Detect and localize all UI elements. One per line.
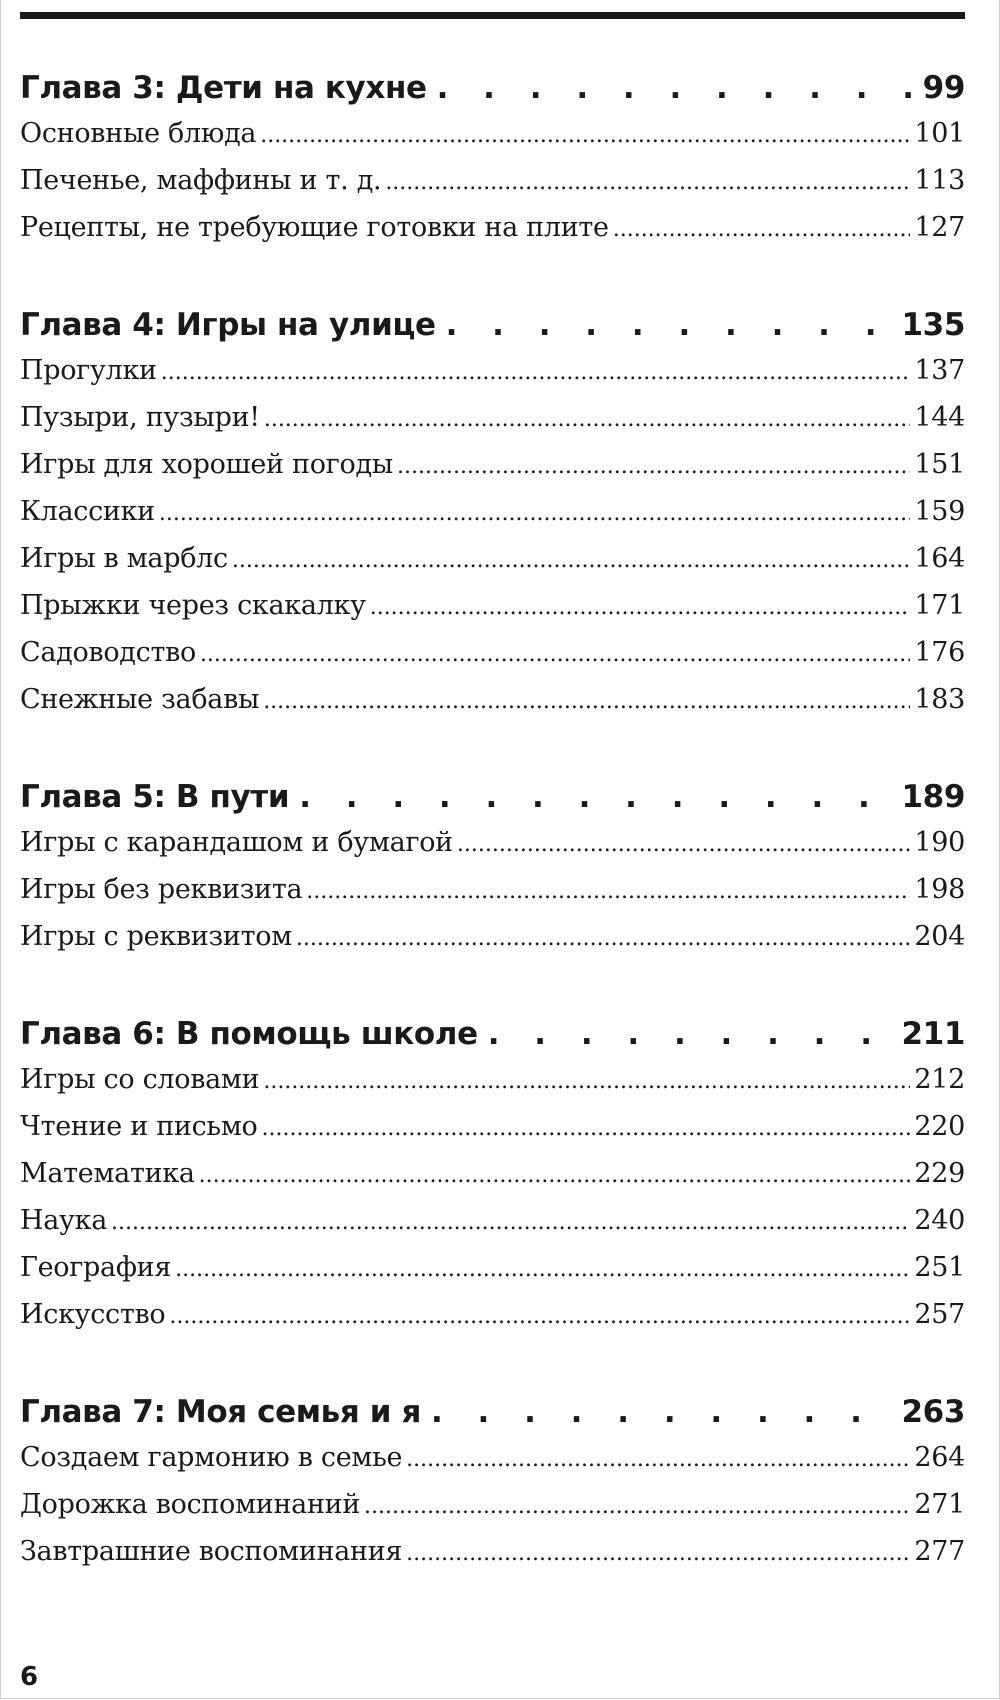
entry-title: Игры для хорошей погоды [20, 449, 393, 480]
toc-entry[interactable] [20, 1158, 965, 1205]
entry-page-number: 127 [914, 212, 965, 243]
dot-leader [262, 1116, 911, 1141]
entry-page-number: 198 [914, 874, 965, 905]
chapter-heading[interactable] [20, 1016, 965, 1064]
entry-title: Математика [20, 1158, 195, 1189]
dot-leader [437, 70, 911, 106]
chapter-section [20, 779, 965, 968]
entry-title: Создаем гармонию в семье [20, 1442, 403, 1473]
dot-leader [159, 501, 911, 526]
entry-title: Игры без реквизита [20, 874, 303, 905]
entry-title: Прыжки через скакалку [20, 590, 366, 621]
chapter-heading[interactable] [20, 307, 965, 355]
chapter-title: Глава 7: Моя семья и я [20, 1394, 421, 1430]
entry-page-number: 183 [914, 684, 965, 715]
top-rule [20, 12, 965, 19]
dot-leader [200, 642, 910, 667]
toc-entry[interactable] [20, 1536, 965, 1583]
entry-page-number: 240 [914, 1205, 965, 1236]
toc-entry[interactable] [20, 827, 965, 874]
chapter-section [20, 1016, 965, 1346]
chapter-heading[interactable] [20, 1394, 965, 1442]
dot-leader [264, 407, 911, 432]
toc-entry[interactable] [20, 921, 965, 968]
dot-leader [306, 879, 910, 904]
entry-title: Чтение и письмо [20, 1111, 258, 1142]
entry-page-number: 220 [914, 1111, 965, 1142]
chapter-title: Глава 5: В пути [20, 779, 290, 815]
toc-entry[interactable] [20, 1111, 965, 1158]
toc-entry[interactable] [20, 118, 965, 165]
toc-entry[interactable] [20, 402, 965, 449]
dot-leader [263, 689, 910, 714]
toc-entry[interactable] [20, 1299, 965, 1346]
chapter-title: Глава 3: Дети на кухне [20, 70, 427, 106]
dot-leader [370, 595, 911, 620]
toc-entry[interactable] [20, 165, 965, 212]
entry-title: География [20, 1252, 172, 1283]
dot-leader [299, 779, 889, 815]
dot-leader [457, 832, 910, 857]
entry-page-number: 277 [914, 1536, 965, 1567]
toc-entry[interactable] [20, 212, 965, 259]
entry-page-number: 251 [914, 1252, 965, 1283]
entry-page-number: 190 [914, 827, 965, 858]
entry-title: Печенье, маффины и т. д. [20, 165, 382, 196]
dot-leader [406, 1447, 910, 1472]
entry-title: Искусство [20, 1299, 166, 1330]
toc-entry[interactable] [20, 355, 965, 402]
dot-leader [260, 123, 910, 148]
dot-leader [263, 1069, 910, 1094]
entry-page-number: 264 [914, 1442, 965, 1473]
toc-entry[interactable] [20, 449, 965, 496]
entry-page-number: 204 [914, 921, 965, 952]
entry-title: Игры со словами [20, 1064, 260, 1095]
dot-leader [385, 170, 910, 195]
page-number: 6 [20, 1662, 39, 1692]
dot-leader [296, 926, 910, 951]
toc-entry[interactable] [20, 637, 965, 684]
entry-page-number: 144 [914, 402, 965, 433]
dot-leader [488, 1016, 890, 1052]
dot-leader [446, 307, 890, 343]
entry-page-number: 159 [914, 496, 965, 527]
toc-entry[interactable] [20, 1442, 965, 1489]
chapter-page-number: 211 [901, 1016, 965, 1052]
entry-page-number: 113 [914, 165, 965, 196]
chapter-title: Глава 4: Игры на улице [20, 307, 436, 343]
entry-page-number: 257 [914, 1299, 965, 1330]
chapter-heading[interactable] [20, 779, 965, 827]
toc-entry[interactable] [20, 590, 965, 637]
dot-leader [111, 1210, 910, 1235]
chapter-section [20, 70, 965, 259]
entry-title: Прогулки [20, 355, 157, 386]
chapter-section [20, 307, 965, 731]
toc-entry[interactable] [20, 496, 965, 543]
entry-title: Пузыри, пузыри! [20, 402, 260, 433]
toc-entry[interactable] [20, 874, 965, 921]
toc-entry[interactable] [20, 684, 965, 731]
entry-title: Дорожка воспоминаний [20, 1489, 361, 1520]
entry-title: Рецепты, не требующие готовки на плите [20, 212, 609, 243]
dot-leader [232, 548, 911, 573]
entry-title: Садоводство [20, 637, 196, 668]
entry-title: Завтрашние воспоминания [20, 1536, 403, 1567]
toc-entry[interactable] [20, 543, 965, 590]
chapter-heading[interactable] [20, 70, 965, 118]
dot-leader [199, 1163, 911, 1188]
entry-title: Классики [20, 496, 155, 527]
entry-page-number: 101 [914, 118, 965, 149]
chapter-title: Глава 6: В помощь школе [20, 1016, 478, 1052]
entry-title: Игры в марблс [20, 543, 228, 574]
entry-page-number: 137 [914, 355, 965, 386]
dot-leader [406, 1541, 910, 1566]
chapter-section [20, 1394, 965, 1583]
entry-page-number: 212 [914, 1064, 965, 1095]
dot-leader [175, 1257, 910, 1282]
chapter-page-number: 135 [901, 307, 965, 343]
dot-leader [613, 217, 911, 242]
chapter-page-number: 99 [922, 70, 965, 106]
dot-leader [431, 1394, 890, 1430]
entry-page-number: 171 [914, 590, 965, 621]
dot-leader [364, 1494, 910, 1519]
entry-title: Игры с карандашом и бумагой [20, 827, 453, 858]
entry-page-number: 271 [914, 1489, 965, 1520]
dot-leader [161, 360, 911, 385]
dot-leader [397, 454, 910, 479]
entry-page-number: 151 [914, 449, 965, 480]
entry-page-number: 229 [914, 1158, 965, 1189]
entry-page-number: 164 [914, 543, 965, 574]
entry-title: Игры с реквизитом [20, 921, 292, 952]
entry-page-number: 176 [914, 637, 965, 668]
chapter-page-number: 189 [901, 779, 965, 815]
entry-title: Основные блюда [20, 118, 257, 149]
entry-title: Наука [20, 1205, 108, 1236]
toc-entry[interactable] [20, 1252, 965, 1299]
toc-entry[interactable] [20, 1489, 965, 1536]
table-of-contents [20, 70, 965, 1631]
toc-entry[interactable] [20, 1064, 965, 1111]
chapter-page-number: 263 [901, 1394, 965, 1430]
toc-entry[interactable] [20, 1205, 965, 1252]
entry-title: Снежные забавы [20, 684, 260, 715]
dot-leader [169, 1304, 910, 1329]
